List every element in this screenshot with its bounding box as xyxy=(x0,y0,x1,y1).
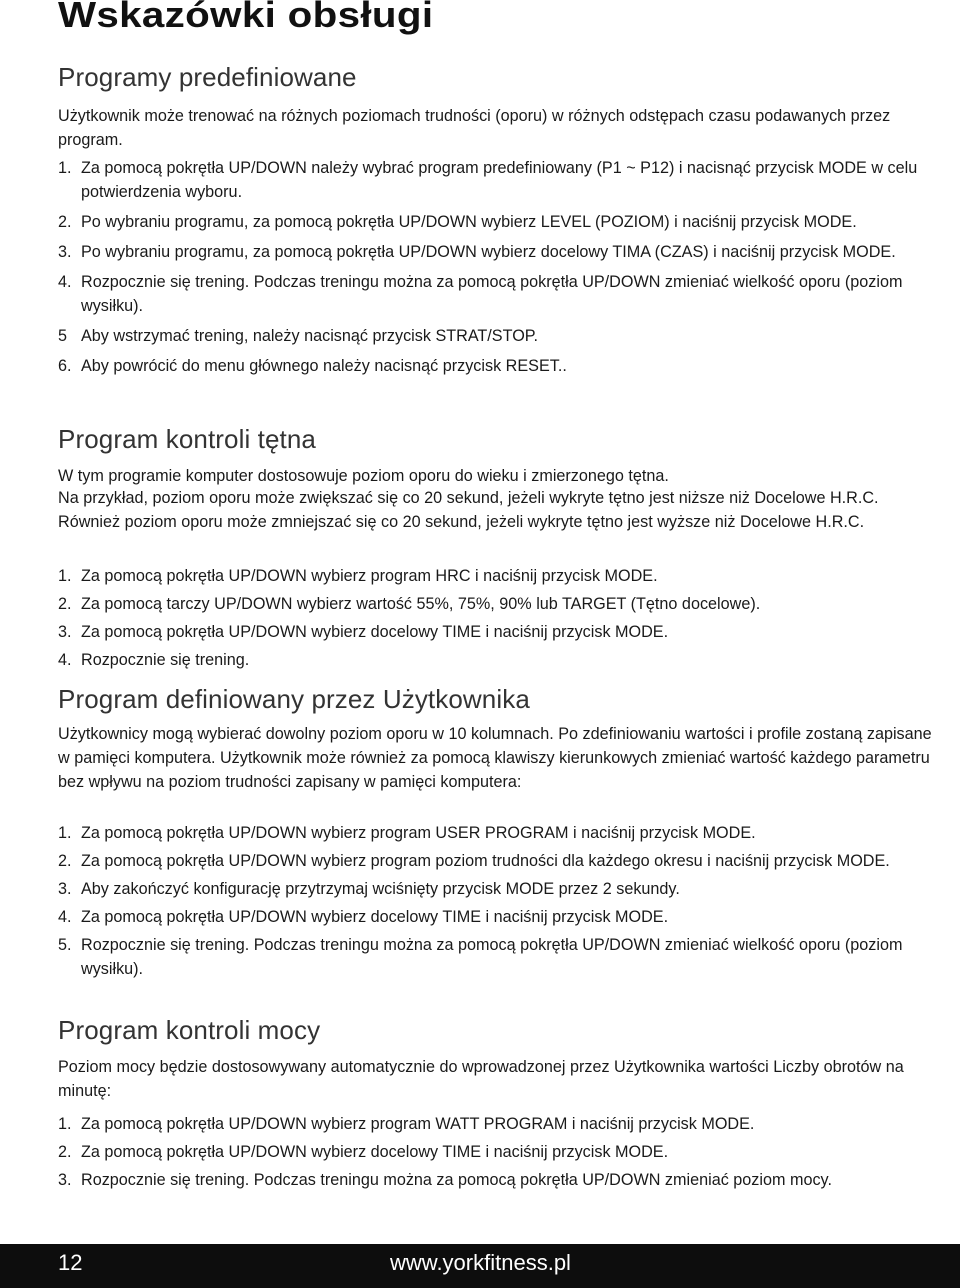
section-intro-example: Na przykład, poziom oporu może zwiększać się co 20 sekund, jeżeli wykryte tętno jest niższe niż Docelowe H.R.C. Również poziom oporu może zmniejszać się co 20 sekund, jeżeli wykryte tętno jest wyższe niż Docelowe H.R.C. xyxy=(58,489,879,531)
step-text: Za pomocą pokrętła UP/DOWN wybierz docelowy TIME i naciśnij przycisk MODE. xyxy=(81,623,669,641)
step-text: Aby zakończyć konfigurację przytrzymaj wciśnięty przycisk MODE przez 2 sekundy. xyxy=(81,880,680,898)
list-item xyxy=(58,620,938,644)
footer-url: www.yorkfitness.pl xyxy=(390,1250,571,1275)
step-text: Za pomocą tarczy UP/DOWN wybierz wartość 55%, 75%, 90% lub TARGET (Tętno docelowe). xyxy=(81,595,761,613)
step-text: Za pomocą pokrętła UP/DOWN wybierz program HRC i naciśnij przycisk MODE. xyxy=(81,567,658,585)
list-item xyxy=(58,240,938,264)
list-item xyxy=(58,592,938,616)
list-item xyxy=(58,564,938,588)
list-item xyxy=(58,648,938,672)
step-number: 2. xyxy=(58,852,72,870)
step-text: Rozpocznie się trening. Podczas treningu można za pomocą pokrętła UP/DOWN zmieniać poziom mocy. xyxy=(81,1171,832,1189)
page-number: 12 xyxy=(58,1250,83,1275)
step-number: 4. xyxy=(58,908,72,926)
step-number: 3. xyxy=(58,1171,72,1189)
steps-list xyxy=(58,821,938,981)
section-title-predefined-programs: Programy predefiniowane xyxy=(58,62,357,92)
step-number: 4. xyxy=(58,651,72,669)
list-item xyxy=(58,270,938,318)
list-item xyxy=(58,1168,938,1192)
section-intro: W tym programie komputer dostosowuje poziom oporu do wieku i zmierzonego tętna. xyxy=(58,467,669,485)
steps-list xyxy=(58,156,938,378)
step-number: 3. xyxy=(58,623,72,641)
step-text: Rozpocznie się trening. Podczas treningu można za pomocą pokrętła UP/DOWN zmieniać wielkość oporu (poziom wysiłku). xyxy=(81,936,903,978)
step-text: Za pomocą pokrętła UP/DOWN należy wybrać program predefiniowany (P1 ~ P12) i nacisnąć przycisk MODE w celu potwierdzenia wyboru. xyxy=(81,159,918,201)
list-item xyxy=(58,156,938,204)
step-text: Aby powrócić do menu głównego należy nacisnąć przycisk RESET.. xyxy=(81,357,567,375)
page-title: Wskazówki obsługi xyxy=(58,0,434,35)
step-text: Rozpocznie się trening. Podczas treningu można za pomocą pokrętła UP/DOWN zmieniać wielkość oporu (poziom wysiłku). xyxy=(81,273,903,315)
list-item xyxy=(58,1112,938,1136)
list-item xyxy=(58,354,938,378)
section-intro: Użytkownik może trenować na różnych poziomach trudności (oporu) w różnych odstępach czasu podawanych przez program. xyxy=(58,107,891,149)
steps-list xyxy=(58,564,938,672)
list-item xyxy=(58,905,938,929)
section-intro: Poziom mocy będzie dostosowywany automatycznie do wprowadzonej przez Użytkownika wartości Liczby obrotów na minutę: xyxy=(58,1058,904,1100)
steps-list xyxy=(58,1112,938,1192)
list-item xyxy=(58,877,938,901)
step-number: 5. xyxy=(58,936,72,954)
step-number: 1. xyxy=(58,567,72,585)
list-item xyxy=(58,324,938,348)
section-title-user-program: Program definiowany przez Użytkownika xyxy=(58,684,530,714)
step-text: Za pomocą pokrętła UP/DOWN wybierz program USER PROGRAM i naciśnij przycisk MODE. xyxy=(81,824,756,842)
step-text: Aby wstrzymać trening, należy nacisnąć przycisk STRAT/STOP. xyxy=(81,327,538,345)
step-number: 1. xyxy=(58,824,72,842)
step-number: 4. xyxy=(58,273,72,291)
step-number: 2. xyxy=(58,1143,72,1161)
list-item xyxy=(58,821,938,845)
step-number: 1. xyxy=(58,159,72,177)
step-text: Rozpocznie się trening. xyxy=(81,651,250,669)
step-number: 6. xyxy=(58,357,72,375)
step-text: Za pomocą pokrętła UP/DOWN wybierz docelowy TIME i naciśnij przycisk MODE. xyxy=(81,908,669,926)
section-title-power-program: Program kontroli mocy xyxy=(58,1015,321,1045)
step-text: Po wybraniu programu, za pomocą pokrętła UP/DOWN wybierz docelowy TIMA (CZAS) i naciśnij przycisk MODE. xyxy=(81,243,896,261)
step-text: Za pomocą pokrętła UP/DOWN wybierz docelowy TIME i naciśnij przycisk MODE. xyxy=(81,1143,669,1161)
page-footer xyxy=(0,1244,960,1288)
section-title-heart-rate-program: Program kontroli tętna xyxy=(58,424,316,454)
step-number: 2. xyxy=(58,213,72,231)
step-text: Za pomocą pokrętła UP/DOWN wybierz program poziom trudności dla każdego okresu i naciśnij przycisk MODE. xyxy=(81,852,890,870)
step-number: 3. xyxy=(58,243,72,261)
section-intro: Użytkownicy mogą wybierać dowolny poziom oporu w 10 kolumnach. Po zdefiniowaniu wartości i profile zostaną zapisane w pamięci komputera. Użytkownik może również za pomocą klawiszy kierunkowych zmieniać wartość każdego parametru bez wpływu na poziom trudności zapisany w pamięci komputera: xyxy=(58,725,932,791)
step-number: 1. xyxy=(58,1115,72,1133)
list-item xyxy=(58,210,938,234)
list-item xyxy=(58,1140,938,1164)
step-number: 3. xyxy=(58,880,72,898)
step-text: Po wybraniu programu, za pomocą pokrętła UP/DOWN wybierz LEVEL (POZIOM) i naciśnij przycisk MODE. xyxy=(81,213,857,231)
list-item xyxy=(58,849,938,873)
step-number: 5 xyxy=(58,327,68,345)
list-item xyxy=(58,933,938,981)
step-text: Za pomocą pokrętła UP/DOWN wybierz program WATT PROGRAM i naciśnij przycisk MODE. xyxy=(81,1115,755,1133)
step-number: 2. xyxy=(58,595,72,613)
